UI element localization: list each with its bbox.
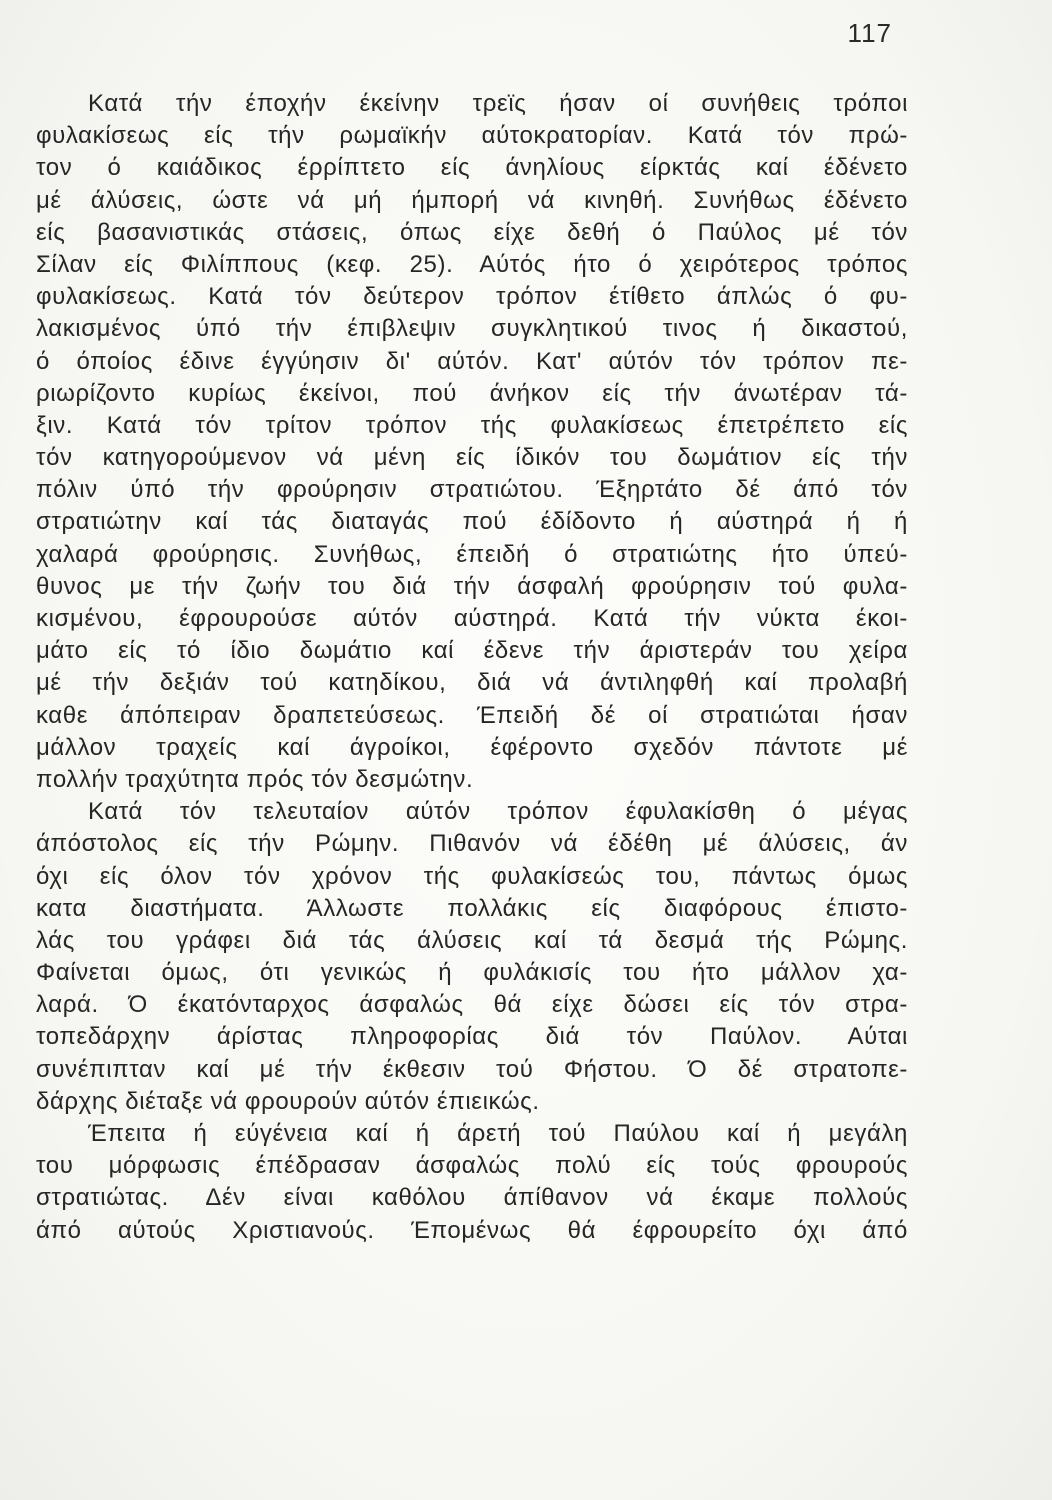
text-line: μέ άλύσεις, ώστε νά μή ήμπορή νά κινηθή. Συνήθως έδένετο: [36, 186, 908, 214]
text-line: λάς του γράφει διά τάς άλύσεις καί τά δεσμά τής Ρώμης.: [36, 926, 908, 954]
text-line: λαρά. Ό έκατόνταρχος άσφαλώς θά είχε δώσει είς τόν στρα-: [36, 991, 908, 1019]
text-line: δάρχης διέταξε νά φρουρούν αύτόν έπιεικώς.: [36, 1087, 540, 1115]
text-line: άπό αύτούς Χριστιανούς. Έπομένως θά έφρουρείτο όχι άπό: [36, 1216, 908, 1244]
text-line: Έπειτα ή εύγένεια καί ή άρετή τού Παύλου καί ή μεγάλη: [88, 1120, 908, 1147]
text-line: τοπεδάρχην άρίστας πληροφορίας διά τόν Παύλον. Αύται: [36, 1023, 908, 1051]
text-line: χαλαρά φρούρησις. Συνήθως, έπειδή ό στρατιώτης ήτο ύπεύ-: [36, 540, 908, 568]
text-line: μάλλον τραχείς καί άγροίκοι, έφέροντο σχεδόν πάντοτε μέ: [36, 733, 908, 761]
text-line: ό όποίος έδινε έγγύησιν δι' αύτόν. Κατ' αύτόν τόν τρόπον πε-: [36, 347, 908, 375]
text-line: είς βασανιστικάς στάσεις, όπως είχε δεθή ό Παύλος μέ τόν: [36, 218, 908, 246]
text-line: τον ό καιάδικος έρρίπτετο είς άνηλίους είρκτάς καί έδένετο: [36, 154, 908, 182]
text-line: τόν κατηγορούμενον νά μένη είς ίδικόν του δωμάτιον είς τήν: [36, 444, 908, 472]
text-line: μέ τήν δεξιάν τού κατηδίκου, διά νά άντιληφθή καί προλαβή: [36, 669, 908, 697]
text-line: συνέπιπταν καί μέ τήν έκθεσιν τού Φήστου. Ό δέ στρατοπε-: [36, 1055, 908, 1083]
text-line: φυλακίσεως. Κατά τόν δεύτερον τρόπον έτίθετο άπλώς ό φυ-: [36, 283, 908, 311]
text-line: άπόστολος είς τήν Ρώμην. Πιθανόν νά έδέθη μέ άλύσεις, άν: [36, 830, 908, 858]
text-line: λακισμένος ύπό τήν έπιβλεψιν συγκλητικού τινος ή δικαστού,: [36, 315, 908, 343]
text-line: καθε άπόπειραν δραπετεύσεως. Έπειδή δέ οί στρατιώται ήσαν: [36, 701, 908, 729]
text-line: στρατιώτας. Δέν είναι καθόλου άπίθανον νά έκαμε πολλούς: [36, 1184, 908, 1212]
text-line: στρατιώτην καί τάς διαταγάς πού έδίδοντο ή αύστηρά ή ή: [36, 508, 908, 536]
text-line: Κατά τόν τελευταίον αύτόν τρόπον έφυλακίσθη ό μέγας: [88, 798, 908, 826]
text-line: Φαίνεται όμως, ότι γενικώς ή φυλάκισίς του ήτο μάλλον χα-: [36, 959, 908, 987]
text-line: του μόρφωσις έπέδρασαν άσφαλώς πολύ είς τούς φρουρούς: [36, 1152, 908, 1180]
body-text: [36, 88, 908, 1247]
text-line: πολλήν τραχύτητα πρός τόν δεσμώτην.: [36, 765, 474, 793]
text-line: μάτο είς τό ίδιο δωμάτιο καί έδενε τήν άριστεράν του χείρα: [36, 637, 908, 665]
text-line: Σίλαν είς Φιλίππους (κεφ. 25). Αύτός ήτο ό χειρότερος τρόπος: [36, 250, 908, 278]
text-line: φυλακίσεως είς τήν ρωμαϊκήν αύτοκρατορίαν. Κατά τόν πρώ-: [36, 122, 908, 150]
text-line: Κατά τήν έποχήν έκείνην τρεϊς ήσαν οί συνήθεις τρόποι: [88, 90, 908, 117]
text-line: θυνος με τήν ζωήν του διά τήν άσφαλή φρούρησιν τού φυλα-: [36, 572, 908, 600]
text-line: κισμένου, έφρουρούσε αύτόν αύστηρά. Κατά τήν νύκτα έκοι-: [36, 605, 908, 632]
text-line: όχι είς όλον τόν χρόνον τής φυλακίσεώς του, πάντως όμως: [36, 862, 908, 890]
page-number: 117: [847, 18, 892, 48]
text-line: ξιν. Κατά τόν τρίτον τρόπον τής φυλακίσεως έπετρέπετο είς: [36, 411, 908, 439]
text-line: ριωρίζοντο κυρίως έκείνοι, πού άνήκον είς τήν άνωτέραν τά-: [36, 379, 908, 407]
text-line: κατα διαστήματα. Άλλωστε πολλάκις είς διαφόρους έπιστο-: [36, 894, 908, 922]
text-line: πόλιν ύπό τήν φρούρησιν στρατιώτου. Έξηρτάτο δέ άπό τόν: [36, 476, 908, 504]
